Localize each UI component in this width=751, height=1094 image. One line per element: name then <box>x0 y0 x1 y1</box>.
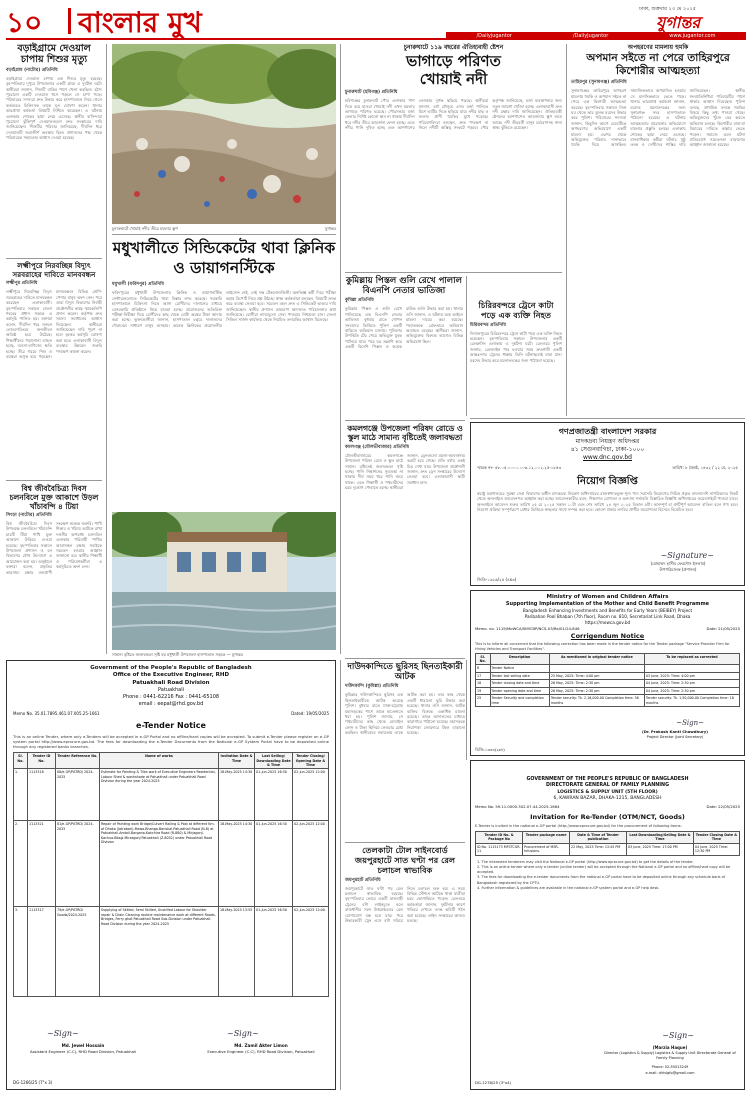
fp-date: Date: 22/05/2025 <box>706 804 740 810</box>
fp-directorate: DIRECTORATE GENERAL OF FAMILY PLANNING <box>545 783 670 789</box>
masthead-divider <box>68 8 71 34</box>
fp-signer: (Marzia Haque) <box>652 1045 688 1050</box>
byline: মধুখালী (ফরিদপুর) প্রতিনিধি <box>112 282 164 288</box>
fp-email[interactable]: e-mail: dirlslgfp@gmail.com <box>645 1071 695 1075</box>
corr-table <box>475 653 740 708</box>
table-row: 3. 1113317 79/e-GP/PATRD/ Goods/2024-2025 Supplying of Skilled, Semi Skilled, Unskilled Labour for Shoulder repair & Drain Cleaning routine maintenance work at different Roads, Bridges, Ferry ghat Patuakhali Road Sub-Division under Patuakhali Road Division during the year 2024-2025 18-May-2025 13:55 01-Jun-2025 16:30 02-Jun-2025 12:00 <box>14 907 329 997</box>
article-body: বড়াইগ্রামে দেওয়াল চাপায় এক শিশুর মৃত্যু হয়েছে। বৃহস্পতিবার দুপুরে উপজেলার একটি গ্রামে এ দুর্ঘটনা ঘটে। স্থানীয়রা জানান, শিশুটি বাড়ির পাশে খেলা করছিল। হঠাৎ পুরোনো একটি দেওয়াল ধসে পড়লে সে চাপা পড়ে। পরিবারের সদস্যরা দ্রুত উদ্ধার করে হাসপাতালে নিয়ে গেলে কর্তব্যরত চিকিৎসক তাকে মৃত ঘোষণা করেন। থানার ভারপ্রাপ্ত কর্মকর্তা বিষয়টি নিশ্চিত করেছেন। এ ঘটনায় এলাকায় শোকের ছায়া নেমে এসেছে। স্থানীয় বাসিন্দারা পুরোনো ঝুঁকিপূর্ণ দেওয়ালগুলো দ্রুত সংস্কারের দাবি জানিয়েছেন। শিশুটির পরিবার জানিয়েছে, দীর্ঘদিন ধরে দেওয়ালটি জরাজীর্ণ অবস্থায় ছিল। প্রশাসনের পক্ষ থেকে পরিবারকে সহায়তার আশ্বাস দেওয়া হয়েছে। <box>6 75 102 141</box>
notice-heading: নিয়োগ বিজ্ঞপ্তি <box>577 476 638 488</box>
etender-phone: Phone : 0441-62216 Fax : 0441-65108 <box>122 694 220 701</box>
notice-signer: (মোহাম্মদ হাসীব ফেরদৌস ইসলাম) <box>650 561 706 566</box>
corr-signer: (Dr. Prakash Kanti Chowdhury) <box>641 729 709 734</box>
etender-code: DG-1266/25 (7"x 3) <box>13 1079 53 1085</box>
notice-memo: স্মারক নং- ৫৮.০৫.০০০০.০০৬.১২.০০২.২৫-১৮৫৩ <box>477 465 562 471</box>
notice-signer-role: উপপরিচালক (প্রশাসন) <box>659 567 697 572</box>
byline: চিরিরবন্দর প্রতিনিধি <box>470 322 506 328</box>
garbage-river-image <box>112 44 336 224</box>
fp-unit: LOGISTICS & SUPPLY UNIT (5TH FLOOR) <box>557 789 658 795</box>
headline: মধুখালীতে সিন্ডিকেটের থাবা ক্লিনিক ও ডায়াগনস্টিকে <box>112 239 336 278</box>
fp-gov: GOVERNMENT OF THE PEOPLE'S REPUBLIC OF BANGLADESH <box>526 777 689 782</box>
corr-date: Date: 21/05/2025 <box>706 626 740 632</box>
signature-scribble: ~Sign~ <box>676 719 704 727</box>
table-row: 18 Tender closing date and time 26 May, 2025: Time: 2:30 pm 04 June, 2025: Time: 2:30 pm <box>476 680 740 687</box>
etender-division: Patuakhali Road Division <box>132 679 210 686</box>
kicker: চুনারুঘাটে ১১৯ বছরের ঐতিহ্যবাহী ষ্টেশন <box>403 44 504 51</box>
corr-project2: Bangladesh Enhancing Investments and Benefits for Early Years (BEIBEY) Project <box>522 608 693 614</box>
table-row: 2. 1113321 81/e-GP/PATRD/ 2024-2025 Repair of Painting work Bridge/Culvert Railing & Post at different Km. of Dhaka (Jatrabari)-Mawa-Bhanga-Barishal-Patuakhali Road (N-8) at Patuakhali-Amtoli-Bargana-Kakchira Road (R-880) & Mirjagonj-Kachua-Bilagi-Mirzagonj Patuakhali (Z-8052) under Patuakhali Road Division 18-May-2025 14:30 01-Jun-2025 16:30 02-Jun-2025 12:00 <box>14 821 329 907</box>
article-body: মৌলভীবাজারের কমলগঞ্জে উপজেলা পরিষদ রোড ও স্কুল মাঠে সামান্য বৃষ্টিতেই জলাবদ্ধতা সৃষ্টি হচ্ছে। পানি নিষ্কাশনের সুব্যবস্থা না থাকায় দীর্ঘ সময় ধরে পানি জমে থাকে। এতে শিক্ষার্থী ও পথচারীদের চরম দুর্ভোগ পোহাতে হচ্ছে। স্থানীয়রা জানান, ড্রেনগুলো ময়লা-আবর্জনায় ভরাট হয়ে গেছে। প্রতি বর্ষায় একই চিত্র দেখা যায়। উপজেলা প্রকৌশলী জানান, দ্রুত ড্রেন সংস্কারের উদ্যোগ নেওয়া হবে। এলাকাবাসী স্থায়ী সমাধান চান। <box>345 452 465 491</box>
social-facebook[interactable]: /Dailyjugantor <box>476 32 512 39</box>
section-title: বাংলার মুখ <box>78 6 202 39</box>
byline: লক্ষ্মীপুর প্রতিনিধি <box>6 281 38 287</box>
corr-col: To be replaced as corrected <box>644 653 739 665</box>
headline: বিশ্ব জীববৈচিত্র্য দিবস চলনবিলে মুক্ত আকাশে উড়ল খাঁচাবন্দি ৪ টিয়া <box>9 484 99 511</box>
notice-body: স্বরাষ্ট্র মন্ত্রণালয়ের সুরক্ষা সেবা বিভাগের অধীন মাদকদ্রব্য নিয়ন্ত্রণ অধিদপ্তরের রাজস্বখাতভুক্ত শূন্য পদে সরাসরি নিয়োগের নিমিত্ত প্রকৃত বাংলাদেশি নাগরিকদের নিকট থেকে অনলাইনে আবেদনপত্র আহ্বান করা হচ্ছে। আবেদনকারীর বয়স, শিক্ষাগত যোগ্যতা ও অন্যান্য শর্তাবলি বিস্তারিত বিজ্ঞপ্তি অধিদপ্তরের ওয়েবসাইটে পাওয়া যাবে। অনলাইনে আবেদন শুরুর তারিখ ২৫ মে ২০২৫ সকাল ১০টা এবং শেষ তারিখ ২৪ জুন ২০২৫ বিকাল ৫টা। অসম্পূর্ণ বা ত্রুটিপূর্ণ আবেদন বাতিল বলে গণ্য হবে। নিয়োগ প্রক্রিয়া সম্পূর্ণরূপে মেধার ভিত্তিতে স্বচ্ছতার সাথে সম্পন্ন করা হবে। কোনো প্রকার তদবির প্রার্থীর অযোগ্যতা হিসেবে বিবেচিত হবে। <box>477 490 738 513</box>
corr-heading: Corrigendum Notice <box>570 632 645 641</box>
corr-memo: Memo. no. 1119/MoWCA/SIMCBP/NCS-03/Re/01/24-846 <box>475 626 580 632</box>
corr-col: As mentioned in original tender notice <box>549 653 644 665</box>
fp-intro: E-Tender is invited in the national e-GP portal (http://www.eprocure.gov.bd) for the procurement of following items: <box>475 823 682 828</box>
signature-scribble: ~Sign~ <box>227 1029 259 1038</box>
article-human-chain <box>6 262 102 477</box>
byline: চুনারুঘাট (হবিগঞ্জ) প্রতিনিধি <box>345 90 398 96</box>
corr-website[interactable]: https://mowca.gov.bd <box>584 619 631 625</box>
corr-address: Paribahan Pool Bhaban (7th floor), Room no. 810, Secretariat Link Road, Dhaka <box>524 613 691 619</box>
byline: দাউদকান্দি (কুমিল্লা) প্রতিনিধি <box>345 684 399 690</box>
headline: তেলকাটা টোল সাইনবোর্ড জয়পুরহাটে সাত ঘণ্টা পর রেল চলাচল স্বাভাবিক <box>354 845 456 875</box>
byline: কুমিল্লা প্রতিনিধি <box>345 298 374 304</box>
table-row: 1. 1113318 08/e-GP/PATRD/ 2024-2025 Estimate for Painting & Tiles work of Executive Engineers Residential, Labour Shed & washshade at Patuakhali under Patuakhali Road Division during the year 2024-2025 18-May-2025 14:30 01-Jun-2025 16:30 02-Jun-2025 12:00 <box>14 769 329 821</box>
masthead <box>6 4 745 40</box>
article-body: ফরিদপুরের মধুখালী উপজেলায় ক্লিনিক ও ডায়াগনস্টিক সেন্টারগুলোতে সিন্ডিকেটের থাবা বিস্তার লাভ করেছে। সরকারি হাসপাতালে চিকিৎসা নিতে আসা রোগীদের দালালের মাধ্যমে বেসরকারি প্রতিষ্ঠানে নিয়ে যাওয়া হচ্ছে। প্রয়োজনের অতিরিক্ত পরীক্ষা-নিরীক্ষা দিয়ে রোগীদের কাছ থেকে মোটা অঙ্কের টাকা আদায় করা হচ্ছে। ভুক্তভোগীরা জানান, হাসপাতাল চত্বরে দালালদের দৌরাত্ম্যে সাধারণ মানুষ অসহায়। অনেক ক্লিনিকের প্রয়োজনীয় লাইসেন্স নেই, নেই দক্ষ টেকনোলজিস্ট। অনভিজ্ঞ কর্মী দিয়ে পরীক্ষা করায় রিপোর্ট নিয়ে প্রশ্ন উঠছে। স্বাস্থ্য কর্মকর্তারা বলছেন, বিষয়টি তদন্ত করে ব্যবস্থা নেওয়া হবে। সচেতন মহল দ্রুত এ সিন্ডিকেট ভাঙার দাবি জানিয়েছেন। স্থানীয় প্রশাসন ভ্রাম্যমাণ আদালত পরিচালনার কথা জানিয়েছে। রোগীরা ন্যায্যমূল্যে সেবা পাওয়ার নিশ্চয়তা চান। জেলা সিভিল সার্জন কার্যালয় থেকে নিয়মিত তদারকির আশ্বাস মিলেছে। <box>112 290 336 328</box>
fp-code: DG-1278/25 (3"x4) <box>475 1079 512 1085</box>
etender-signer2: Md. Zamil Akter Limon <box>234 1043 288 1048</box>
article-body: কুমিল্লার দাউদকান্দিতে ছুরিসহ এক ছিনতাইকারীকে আটক করেছে পুলিশ। বুধবার রাতে ঢাকা-চট্টগ্রাম মহাসড়কের পাশে তাকে হাতেনাতে ধরা হয়। পুলিশ জানায়, সে পথচারীদের কাছ থেকে মোবাইল ফোন ও টাকা ছিনিয়ে নেওয়ার চেষ্টা করছিল। স্থানীয়দের সহায়তায় তাকে আটক করা হয়। তার কাছ থেকে একটি ধারালো ছুরি উদ্ধার করা হয়েছে। থানার ওসি জানান, আটক ব্যক্তির বিরুদ্ধে একাধিক মামলা রয়েছে। তাকে আদালতের মাধ্যমে কারাগারে পাঠানো হয়েছে। মহাসড়কে নিরাপত্তা জোরদারে টহল বাড়ানো হয়েছে। <box>345 692 465 736</box>
byline: তাহিরপুর (সুনামগঞ্জ) প্রতিনিধি <box>571 80 627 86</box>
article-body: দিনাজপুরের চিরিরবন্দরে ট্রেনে কাটা পড়ে এক ব্যক্তি নিহত হয়েছেন। বৃহস্পতিবার সকালে উপজেলার একটি রেলক্রসিং এলাকায় এ দুর্ঘটনা ঘটে। রেলওয়ে পুলিশ জানায়, রেললাইন পার হওয়ার সময় দ্রুতগামী একটি আন্তঃনগর ট্রেনের ধাক্কায় তিনি ঘটনাস্থলেই মারা যান। মরদেহ উদ্ধার করে ময়নাতদন্তের জন্য পাঠানো হয়েছে। <box>470 330 562 363</box>
fp-conditions: 1. The interested tenderers may visit the National e-GP portal (http://www.eprocure.gov.bd) to get the details of the tender. 2. This is an online tender where only e-tender (online tender) will be accepted through the National e-GP portal and no offline/hard copy will be accepted. 3. The fees for downloading the e-tender documents from the national e-GP portal have to be deposited online through any schedule bank of Bangladesh registered by the CPTU. 4. Further information & guidelines are available in the national e-GP system portal and e-GP help desk. <box>477 859 731 890</box>
etender-intro: This is an online Tender, where only e-Tenders will be accepted in e-GP Portal and no offline/hard copies will be accepted. To submit e-Tender please register on e-GP system portal http://www.eprocure.gov.bd. The fees for downloading the e-Tender Documents from the National e-GP System Portal have to be deposited online through any registered banks branches. <box>13 733 329 749</box>
social-twitter[interactable]: /DailyJugantor <box>572 32 609 39</box>
etender-gov: Government of the People's Republic of Bangladesh <box>90 665 252 671</box>
etender-table: Sl. No. Tender ID No. Tender Reference No. Name of works Invitation Date & Time Last Selling/ Downloading Date & Time Tender Closing/ Opening Date & Time 1. 1113318 08/e-GP/PATRD/ 2024-2025 Estimate for Painting & Tiles work of Executive Engineers Residential, Labour Shed & washshade at Patuakhali under Patuakhali Road Division during the year 2024-2025 18-May-2025 14:30 01-Jun-2025 16:30 02-Jun-2025 12:00 2. 1113321 81/e-GP/PATRD/ 2024-2025 Repair of Painting work Bridge/Culvert Railing & Post at different Km. of Dhaka (Jatrabari)-Mawa-Bhanga-Barishal-Patuakhali Road (N-8) at Patuakhali-Amtoli-Bargana-Kakchira Road (R-880) & Mirjagonj-Kachua-Bilagi-Mirzagonj Patuakhali (Z-8052) under Patuakhali Road Division 18-May-2025 14:30 01-Jun-2025 16:30 02-Jun-2025 12:00 3. 1113317 79/e-GP/PATRD/ Goods/2024-2025 Supplying of Skilled, Semi Skilled, Unskilled Labour for Shoulder repair & Drain Cleaning routine maintenance work at different Roads, Bridges, Ferry ghat Patuakhali Road Sub-Division under Patuakhali Road Division during the year 2024-2025 18-May-2025 13:55 01-Jun-2025 16:30 02-Jun-2025 12:00 <box>13 752 329 997</box>
headline: কমলগঞ্জে উপজেলা পরিষদ রোডে ও স্কুল মাঠে সামান্য বৃষ্টিতেই জলাবদ্ধতা <box>347 424 463 443</box>
photo-caption: চুনারুঘাটে খোয়াই নদীর তীরে ময়লার স্তূপ <box>112 226 178 231</box>
garbage-river-photo <box>112 44 336 224</box>
notice-date: তারিখ: ৮ জ্যৈষ্ঠ, ১৪৩২ / ২২ মে, ২০২৫ <box>672 465 738 471</box>
corr-ministry: Ministry of Women and Children Affairs <box>546 594 669 600</box>
article-joypurhat <box>345 846 465 1036</box>
table-row: 8 Tender Notice <box>476 665 740 672</box>
signature-scribble: ~Signature~ <box>660 551 714 560</box>
headline: ভাগাড়ে পরিণত খোয়াই নদী <box>406 52 501 89</box>
etender-heading: e-Tender Notice <box>136 720 206 730</box>
dateline: ঢাকা, শুক্রবার ২৩ মে ২০২৫ <box>639 6 696 12</box>
article-body: জয়পুরহাটে সাত ঘণ্টা পর রেল চলাচল স্বাভাবিক হয়েছে। বৃহস্পতিবার ভোরে একটি মালবাহী ট্রেনের বগি লাইনচ্যুত হলে রাজধানীর সঙ্গে উত্তরাঞ্চলের রেল যোগাযোগ বন্ধ হয়ে যায়। পরে উদ্ধারকারী ট্রেন এসে বগি সরিয়ে নিলে চলাচল শুরু হয়। এ সময় বিভিন্ন স্টেশনে আটকে থাকা যাত্রীরা চরম ভোগান্তিতে পড়েন। রেলওয়ে কর্মকর্তারা জানান, দুর্ঘটনার কারণ খতিয়ে দেখতে তদন্ত কমিটি গঠন করা হয়েছে। লাইন সংস্কারের কাজও চলছে। <box>345 885 465 923</box>
headline: লক্ষ্মীপুরে নিরবচ্ছিন্ন বিদ্যুৎ সরবরাহের দাবিতে মানববন্ধন <box>12 261 96 279</box>
table-row: ID No. 1115173 MFSTCGR-11 Procurement of MSR-Infusions. 22 May, 2025 Time: 13:45 PM 03 June, 2025 Time: 17:00 PM 04 June, 2025 Time: 12:30 PM <box>476 843 740 855</box>
byline: কমলগঞ্জ (মৌলভীবাজার) প্রতিনিধি <box>345 444 410 450</box>
article-parrots <box>6 484 102 681</box>
fp-heading: Invitation for Re-Tender (OTM/NCT, Goods) <box>530 813 685 822</box>
photo-caption-2: সামান্য বৃষ্টিতে জলাবদ্ধতা সৃষ্টি হয় মধুখালী উপজেলা হাসপাতাল সড়কে — যুগান্তর <box>112 652 243 657</box>
headline: অপমান সইতে না পেরে তাহিরপুরে কিশোরীর আত্মহত্যা <box>586 52 730 78</box>
notice-dept: মাদকদ্রব্য নিয়ন্ত্রণ অধিদপ্তর <box>575 437 640 445</box>
table-row: 17 Tender last selling date 25 May, 2025: Time: 4:00 pm 03 June, 2025: Time: 4:00 pm <box>476 672 740 679</box>
etender-notice <box>6 660 336 1090</box>
recruitment-notice <box>470 422 745 586</box>
corr-code: ডিজি-১৩৩৩(২x৪) <box>475 746 505 752</box>
corr-col: Sl. No. <box>476 653 491 665</box>
headline: কুমিল্লায় পিস্তল গুলি রেখে পালাল বিএনপি নেতার ভাতিজা <box>346 276 462 297</box>
fp-memo: Memo No. 59.11.0000.302.07.44.2025-1664 <box>475 804 560 810</box>
corr-project: Supporting Implementation of the Mother and Child Benefit Programme <box>505 601 710 608</box>
etender-memo: Memo No. 35.01.7895.461.07.005.25-1661 <box>13 710 100 716</box>
table-row: 19 Tender opening date and time 26 May, 2025: Time: 2:30 pm 04 June, 2025: Time: 2:30 pm <box>476 687 740 694</box>
social-bar <box>446 32 746 40</box>
byline: জয়পুরহাট প্রতিনিধি <box>345 877 381 883</box>
fp-signer-role: Director (Logistics & Supply) Logistics & Supply Unit Directorate General of Family Planning <box>604 1051 736 1060</box>
notice-website[interactable]: www.dnc.gov.bd <box>583 453 632 461</box>
article-body: কুমিল্লায় পিস্তল ও গুলি রেখে পালিয়েছে এক বিএনপি নেতার ভাতিজা। বুধবার রাতে গোপন সংবাদের ভিত্তিতে পুলিশ একটি বাড়িতে অভিযান চালায়। পুলিশের উপস্থিতি টের পেয়ে অভিযুক্ত যুবক পালিয়ে যায়। পরে ঘর তল্লাশি করে একটি বিদেশি পিস্তল ও কয়েক রাউন্ড গুলি উদ্ধার করা হয়। থানার ওসি জানান, এ ঘটনায় অস্ত্র আইনে মামলা দায়ের করা হয়েছে। পলাতককে গ্রেফতারে অভিযান অব্যাহত রয়েছে। স্থানীয়রা জানান, অভিযুক্তের বিরুদ্ধে আগেও বিভিন্ন অভিযোগ ছিল। <box>345 306 463 350</box>
waterlogging-image <box>112 512 336 650</box>
fp-phone: Phone: 02-55013249 <box>651 1065 689 1069</box>
article-body: হবিগঞ্জের চুনারুঘাট পৌর এলাকার পাশ দিয়ে বয়ে যাওয়া খোয়াই নদী এখন ময়লার ভাগাড়ে পরিণত হয়েছে। পৌরসভার বর্জ্য ফেলার নির্দিষ্ট কোনো স্থান না থাকায় দীর্ঘদিন ধরে নদীর তীরে আবর্জনা ফেলা হচ্ছে। এতে নদীর পানি দূষিত হচ্ছে এবং আশপাশের এলাকায় দুর্গন্ধ ছড়িয়ে পড়ছে। স্থানীয়রা জানান, বর্ষা মৌসুমে এসব বর্জ্য পানিতে মিশে ভাটির দিকে ছড়িয়ে যায়। নদীর মাছ ও জলজ প্রাণী হুমকির মুখে পড়েছে। পরিবেশবিদরা বলছেন, দ্রুত পদক্ষেপ না নিলে নদীটি অস্তিত্ব সংকটে পড়বে। পৌর কর্তৃপক্ষ জানিয়েছে, বর্জ্য ব্যবস্থাপনার জন্য নতুন জায়গা খোঁজা হচ্ছে। এলাকাবাসী দ্রুত নদী রক্ষার দাবি জানিয়েছেন। ঐতিহ্যবাহী ষ্টেশনের আশপাশেও আবর্জনার স্তূপ জমে আছে। নদী তীরবর্তী মানুষ চর্মরোগসহ নানা স্বাস্থ্য ঝুঁকিতে রয়েছেন। <box>345 98 562 131</box>
notice-code: জিডি-১৩২৬/২৫ (৪x৩) <box>477 576 517 582</box>
corrigendum-notice <box>470 590 745 756</box>
article-madhukhali <box>112 238 336 512</box>
newspaper-logo: যুগান্তর <box>656 13 701 32</box>
corr-intro: This is to inform all concerned that the following correction has been made in the tender notice for the Tender package "Service Provider Firm for Hiring Vehicles and Transport Facilities". <box>475 642 730 651</box>
etender-city: Patuakhali <box>158 687 184 694</box>
fp-address: 6, KAWRAN BAZAR, DHAKA-1215, BANGLADESH <box>553 796 662 801</box>
signature-scribble: ~Sign~ <box>47 1029 79 1038</box>
article-tahirpur <box>571 44 745 406</box>
photo-credit: যুগান্তর <box>324 226 336 231</box>
etender-signer2-role: Executive Engineer (C.C), RHD Road Division, Patuakhali <box>207 1049 315 1054</box>
etender-email[interactable]: email : eepat@rhd.gov.bd <box>138 700 204 707</box>
byline: বড়াইগ্রাম (নাটোর) প্রতিনিধি <box>6 67 58 73</box>
fp-table: Tender ID No. & Package No Tender package name Date & Time of Tender publication Last Downloading/Selling Date & Time Tender Closing Date & Time ID No. 1115173 MFSTCGR-11 Procurement of MSR-Infusions. 22 May, 2025 Time: 13:45 PM 03 June, 2025 Time: 17:00 PM 04 June, 2025 Time: 12:30 PM <box>475 831 740 856</box>
article-body: সুনামগঞ্জের তাহিরপুরে অপহরণ মামলায় হুমকি ও অপমান সইতে না পেরে এক কিশোরী আত্মহত্যা করেছে। বৃহস্পতিবার সকালে নিজ ঘর থেকে তার ঝুলন্ত মরদেহ উদ্ধার করে পুলিশ। পরিবারের সদস্যরা জানান, কিছুদিন আগে মেয়েটিকে অপহরণের অভিযোগে একটি মামলা হয়। এরপর থেকে অভিযুক্তের পরিবার নানাভাবে হুমকি দিয়ে আসছিল। সামাজিকভাবে অপমানিত হওয়ায় সে মানসিকভাবে ভেঙে পড়ে। থানার ভারপ্রাপ্ত কর্মকর্তা জানান, মরদেহ ময়নাতদন্তের জন্য সুনামগঞ্জ সদর হাসপাতালে পাঠানো হয়েছে। এ ঘটনায় আত্মহত্যায় প্ররোচনার অভিযোগে মামলার প্রস্তুতি চলছে। এলাকায় শোকের ছায়া নেমে এসেছে। মানবাধিকার কর্মীরা ঘটনার সুষ্ঠু তদন্ত ও দোষীদের শাস্তির দাবি জানিয়েছেন। স্থানীয় জনপ্রতিনিধিরা পরিবারটির পাশে থাকার আশ্বাস দিয়েছেন। পুলিশ বলছে, প্রাথমিক তদন্তে হুমকির বিষয়ে কিছু তথ্য পাওয়া গেছে। অভিযুক্তদের খুঁজে বের করতে অভিযান চলছে। কিশোরীর বাবা-মা বিচারের দাবিতে কান্নায় ভেঙে পড়েন। সমাজে এমন ঘটনা প্রতিরোধে সচেতনতা বাড়ানোর আহ্বান জানানো হয়েছে। <box>571 88 745 148</box>
family-planning-notice <box>470 760 745 1090</box>
notice-address: ৪১ সেগুনবাগিচা, ঢাকা-১০০০ <box>570 445 645 453</box>
article-body: বিশ্ব জীববৈচিত্র্য দিবস উপলক্ষে চলনবিলে খাঁচাবন্দি চারটি টিয়া পাখি মুক্ত আকাশে উড়িয়ে দেওয়া হয়েছে। বৃহস্পতিবার সকালে উপজেলা প্রশাসন ও বন বিভাগের যৌথ উদ্যোগে এ আয়োজন করা হয়। অনুষ্ঠানে বক্তারা বলেন, প্রকৃতির ভারসাম্য রক্ষায় বন্যপ্রাণী সংরক্ষণ অত্যন্ত জরুরি। পাখি শিকার ও খাঁচায় আটকে রাখা দণ্ডনীয় অপরাধ। চলনবিল এলাকায় পরিযায়ী পাখির আবাসস্থল রক্ষায় সবাইকে সচেতন হওয়ার আহ্বান জানানো হয়। স্থানীয় শিক্ষার্থী ও পরিবেশকর্মীরা এ কর্মসূচিতে অংশ নেন। <box>6 521 102 575</box>
kicker: অপহরণের মামলায় হুমকি <box>627 44 689 51</box>
article-kamalganj <box>345 424 465 609</box>
article-child-death <box>6 44 102 239</box>
social-website[interactable]: www.jugantor.com <box>669 32 716 39</box>
headline: চিরিরবন্দরে ট্রেনে কাটা পড়ে এক ব্যক্তি নিহত <box>478 300 554 321</box>
article-daudkandi <box>345 662 465 864</box>
signature-scribble: ~Sign~ <box>662 1031 694 1040</box>
waterlogging-photo <box>112 512 336 650</box>
corr-col: Description <box>490 653 549 665</box>
article-chirirbandar <box>470 300 562 413</box>
etender-date: Dated: 19/05/2025 <box>291 710 329 716</box>
article-body: লক্ষ্মীপুরে নিরবচ্ছিন্ন বিদ্যুৎ সরবরাহের দাবিতে মানববন্ধন করেছেন এলাকাবাসী। বৃহস্পতিবার সকালে জেলা শহরের প্রধান সড়কে এ কর্মসূচি পালিত হয়। বক্তারা বলেন, দীর্ঘদিন ধরে ঘনঘন লোডশেডিংয়ে জনজীবন অতিষ্ঠ হয়ে উঠেছে। শিক্ষার্থীদের পড়াশোনা ব্যাহত হচ্ছে, ব্যবসা-বাণিজ্যে ক্ষতি হচ্ছে। তীব্র গরমে শিশু ও বয়স্করা অসুস্থ হয়ে পড়ছেন। মানববন্ধনে বিভিন্ন শ্রেণি-পেশার মানুষ অংশ নেন। পরে তারা বিদ্যুৎ বিভাগের নির্বাহী প্রকৌশলীর কাছে স্মারকলিপি প্রদান করেন। কর্তৃপক্ষ দ্রুত সমস্যা সমাধানের আশ্বাস দিয়েছেন। স্থানীয়রা জানিয়েছেন দাবি পূরণ না হলে বৃহত্তর কর্মসূচি ঘোষণা করা হবে। এলাকাবাসী বিদ্যুৎ ব্যবস্থার উন্নয়নে জরুরি পদক্ষেপ কামনা করেন। <box>6 289 102 360</box>
etender-office: Office of the Executive Engineer, RHD <box>112 672 230 679</box>
table-row: 25 Tender Security and completion time Tender security: Tk. 2,16,000.00 Completion time: 36 months Tender security: Tk. 1,50,000.00 Completion time: 18 months <box>476 695 740 707</box>
notice-gov-title: গণপ্রজাতন্ত্রী বাংলাদেশ সরকার <box>558 427 657 436</box>
article-khowai <box>345 44 562 276</box>
etender-signer1: Md. Jewel Hossain <box>61 1043 105 1048</box>
page-number: ১০ <box>6 6 43 39</box>
headline: বড়াইগ্রামে দেওয়াল চাপায় শিশুর মৃত্যু <box>17 43 91 65</box>
etender-signer1-role: Assistant Engineer (C.C), RHD Road Division, Patuakhali <box>29 1049 137 1054</box>
byline: সিংড়া (নাটোর) প্রতিনিধি <box>6 513 52 518</box>
headline: দাউদকান্দিতে ছুরিসহ ছিনতাইকারী আটক <box>347 662 463 683</box>
corr-signer-role: Project Director (Joint Secretary) <box>646 735 704 739</box>
